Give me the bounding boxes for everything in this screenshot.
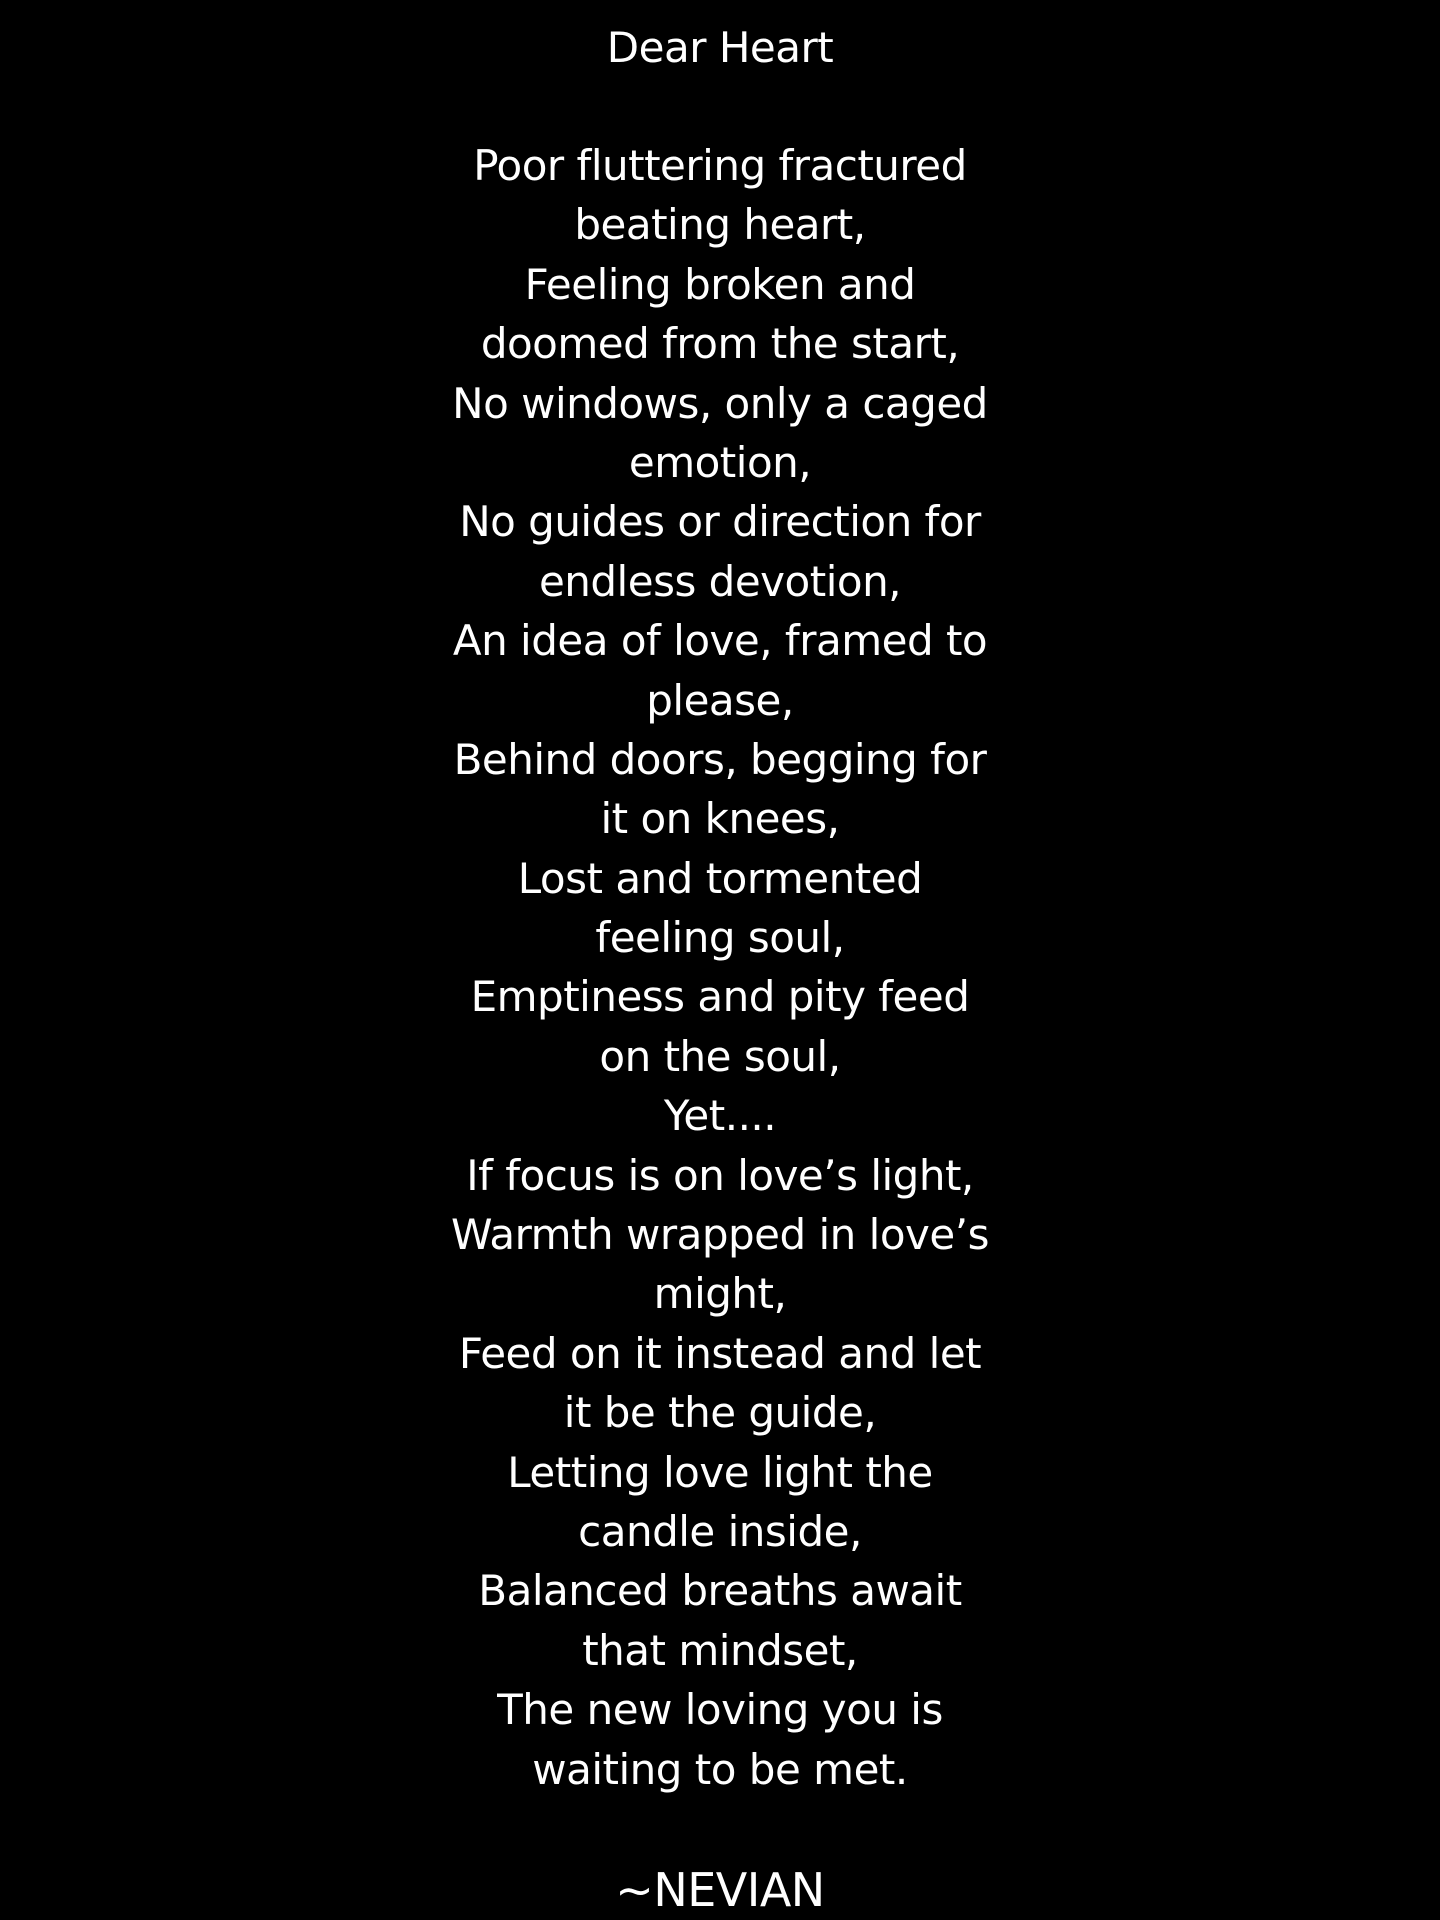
poem-line: please, <box>646 675 794 725</box>
poem-line: Lost and tormented <box>517 853 923 903</box>
poem-line: Behind doors, begging for <box>453 734 987 784</box>
poem-line: might, <box>653 1269 787 1319</box>
poem-signature: ~NEVIAN <box>615 1863 825 1917</box>
poem-line: on the soul, <box>599 1031 841 1081</box>
poem-line: The new loving you is <box>497 1685 943 1735</box>
poem-line: that mindset, <box>582 1625 858 1675</box>
poem-line: Feed on it instead and let <box>458 1328 982 1378</box>
poem-line: No guides or direction for <box>459 497 981 547</box>
poem-line: waiting to be met. <box>532 1744 908 1794</box>
poem-line: candle inside, <box>578 1506 862 1556</box>
poem-line: doomed from the start, <box>480 319 960 369</box>
poem-line: Poor fluttering fractured <box>473 141 967 190</box>
poem-body <box>0 136 1440 1799</box>
poem-line: Warmth wrapped in love’s <box>451 1210 989 1260</box>
poem-line: it be the guide, <box>563 1388 877 1438</box>
poem-line: it on knees, <box>600 794 840 844</box>
poem-line: Letting love light the <box>507 1447 933 1497</box>
poem-line: Balanced breaths await <box>478 1566 962 1616</box>
poem-line: No windows, only a caged <box>452 378 988 428</box>
poem-line: Emptiness and pity feed <box>470 972 970 1022</box>
poem-line: If focus is on love’s light, <box>466 1150 974 1200</box>
poem-line: feeling soul, <box>595 913 845 963</box>
poem-title: Dear Heart <box>606 23 834 72</box>
poem-line: An idea of love, framed to <box>452 616 988 666</box>
poem-line: emotion, <box>628 437 812 487</box>
poem-line: Feeling broken and <box>524 259 916 309</box>
poem-line: endless devotion, <box>538 556 902 606</box>
poem-line: beating heart, <box>574 200 866 250</box>
poem-line: Yet.... <box>663 1091 777 1141</box>
